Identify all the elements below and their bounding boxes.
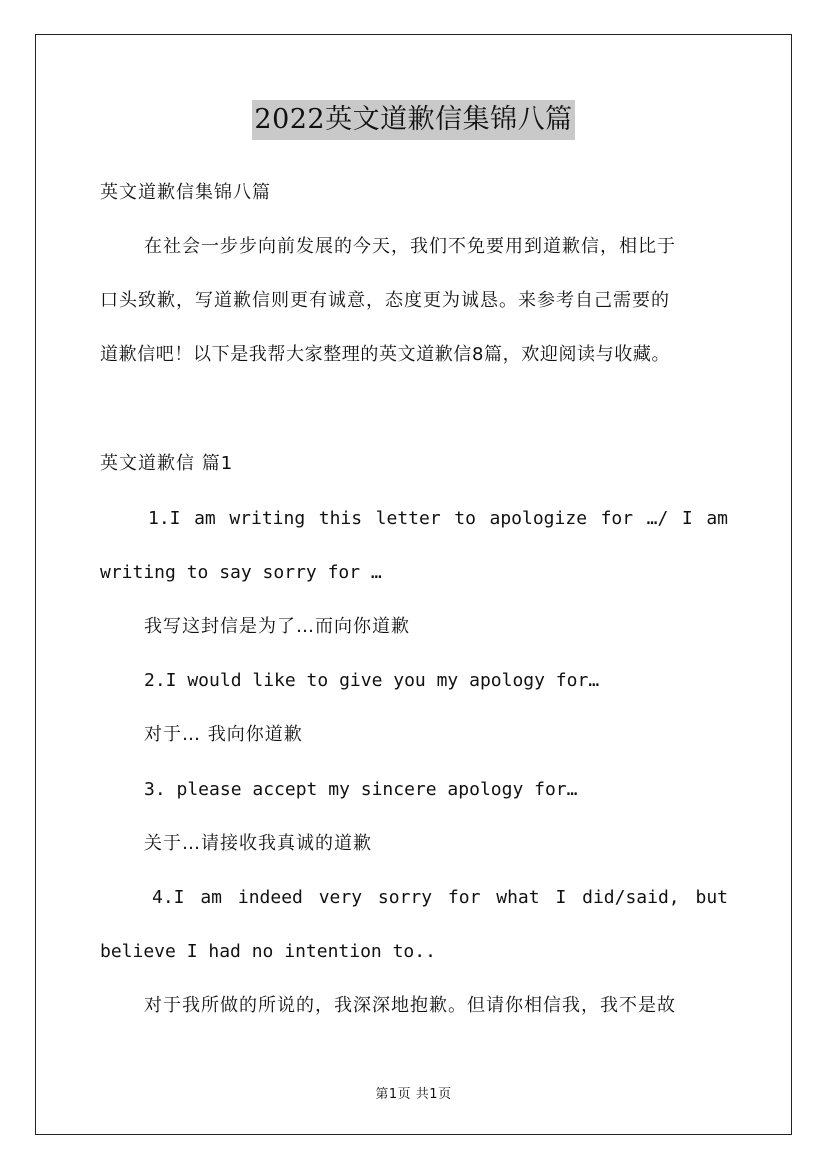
page-footer: 第1页 共1页 — [375, 1087, 452, 1102]
title-container — [0, 100, 827, 140]
intro-line-1: 在社会一步步向前发展的今天，我们不免要用到道歉信，相比于 — [144, 236, 676, 257]
item-4-translation: 对于我所做的所说的，我深深地抱歉。但请你相信我，我不是故 — [144, 995, 676, 1016]
item-1-line-1: 1.I am writing this letter to apologize for …/ I am — [148, 508, 728, 529]
intro-line-3: 道歉信吧！以下是我帮大家整理的英文道歉信8篇，欢迎阅读与收藏。 — [100, 344, 671, 365]
item-4-line-1: 4.I am indeed very sorry for what I did/said, but — [152, 887, 728, 908]
section-heading: 英文道歉信 篇1 — [100, 453, 234, 474]
document-title: 2022英文道歉信集锦八篇 — [252, 100, 574, 140]
document-subtitle: 英文道歉信集锦八篇 — [100, 182, 271, 203]
item-2: 2.I would like to give you my apology for… — [144, 670, 600, 691]
item-1-line-2: writing to say sorry for … — [100, 562, 382, 583]
item-2-translation: 对于… 我向你道歉 — [144, 724, 303, 745]
item-1-translation: 我写这封信是为了…而向你道歉 — [144, 616, 410, 637]
item-3: 3. please accept my sincere apology for… — [144, 779, 578, 800]
intro-line-2: 口头致歉，写道歉信则更有诚意，态度更为诚恳。来参考自己需要的 — [100, 290, 670, 311]
item-4-line-2: believe I had no intention to.. — [100, 941, 436, 962]
item-3-translation: 关于…请接收我真诚的道歉 — [144, 833, 372, 854]
